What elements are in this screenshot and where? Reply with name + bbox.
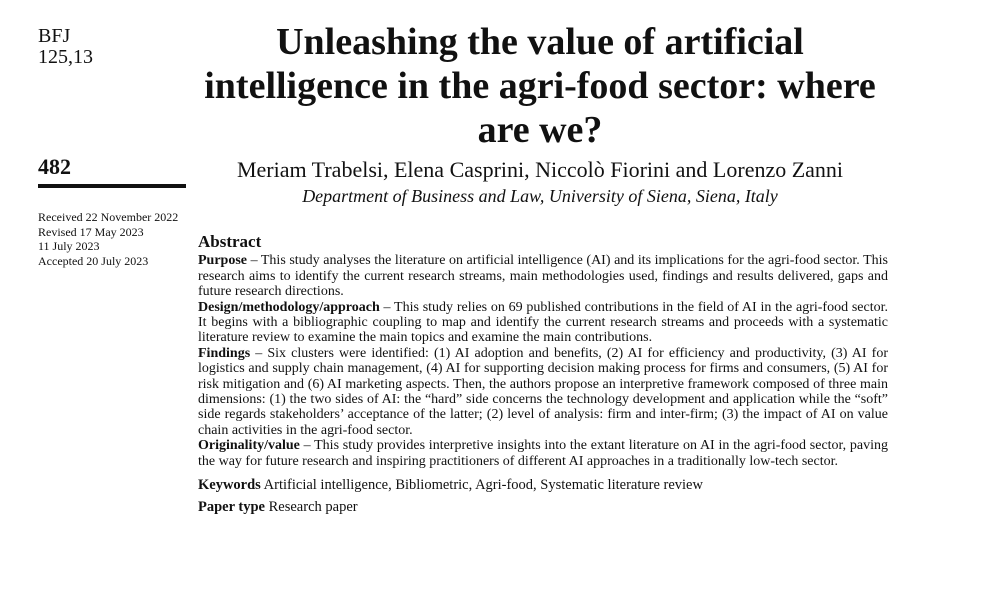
purpose-text: – This study analyses the literature on artificial intelligence (AI) and its implications for the agri-food sector. This research aims to identify the current research streams, main methodologies used, findings and results delivered, gaps and future research directions. (198, 253, 888, 300)
keywords-text: Artificial intelligence, Bibliometric, Agri-food, Systematic literature review (260, 477, 703, 494)
date-revised: Revised 17 May 2023 (38, 224, 144, 239)
author-list: Meriam Trabelsi, Elena Casprini, Niccolò Fiorini and Lorenzo Zanni (236, 157, 844, 182)
date-revised-2: 11 July 2023 (38, 239, 100, 254)
findings-text: – Six clusters were identified: (1) AI adoption and benefits, (2) AI for efficiency and productivity, (3) AI for logistics and supply chain management, (4) AI for supporting decision making process for firms and consumers, (5) AI for risk mitigation and (6) AI marketing aspects. Then, the authors propose an interpretive framework composed of three main dimensions: (1) the two sides of AI: the “hard” side concerns the technology development and application while the “soft” side regards stakeholders’ acceptance of the latter; (2) level of analysis: firm and inter-firm; (3) the impact of AI on value chain activities in the agri-food sector. (198, 345, 888, 438)
page-number: 482 (38, 154, 71, 179)
journal-volume: 125,13 (38, 46, 93, 68)
findings-label: Findings (198, 345, 251, 361)
purpose-label: Purpose (198, 253, 247, 269)
abstract-purpose (198, 253, 888, 299)
keywords (198, 475, 888, 495)
originality-text: – This study provides interpretive insights into the extant literature on AI in the agri-food sector, paving the way for future research and inspiring practitioners of different AI approaches in a traditionally low-tech sector. (198, 438, 888, 469)
article-dates (38, 210, 178, 268)
journal-name: BFJ (38, 25, 71, 47)
paper-type-text: Research paper (265, 499, 358, 516)
design-text: – This study relies on 69 published contributions in the field of AI in the agri-food sector. It begins with a bibliographic coupling to map and identify the current research streams and proceeds with a systematic literature review to examine the main topics and examine the main contributions. (198, 299, 888, 346)
paper-title: Unleashing the value of artificial intelligence in the agri-food sector: where are we? (204, 21, 876, 151)
journal-info (38, 26, 93, 68)
page-number-rule (38, 184, 186, 188)
date-accepted: Accepted 20 July 2023 (38, 253, 149, 268)
date-received: Received 22 November 2022 (38, 210, 179, 224)
abstract-heading: Abstract (198, 232, 262, 251)
abstract (198, 234, 888, 517)
author-affiliation: Department of Business and Law, University of Siena, Siena, Italy (302, 186, 778, 206)
abstract-findings (198, 346, 888, 438)
keywords-label: Keywords (198, 477, 261, 494)
abstract-design (198, 300, 888, 346)
paper-type-label: Paper type (198, 499, 265, 516)
originality-label: Originality/value (198, 438, 300, 454)
abstract-originality (198, 438, 888, 469)
design-label: Design/methodology/approach (198, 299, 380, 315)
paper-type (198, 497, 888, 517)
